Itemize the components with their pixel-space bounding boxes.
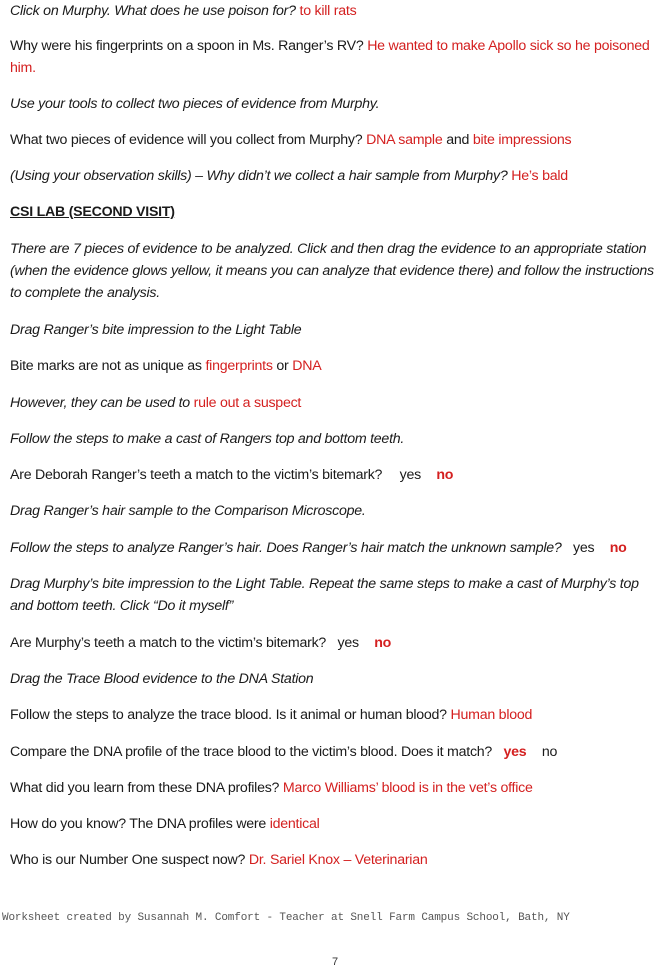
- instruction-text: Drag Ranger’s bite impression to the Light Table: [10, 322, 302, 338]
- answer-text: fingerprints: [205, 358, 273, 374]
- option-no-selected: no: [609, 540, 627, 556]
- instruction-text: Follow the steps to make a cast of Rangers top and bottom teeth.: [10, 431, 405, 447]
- instruction-text: Drag the Trace Blood evidence to the DNA Station: [10, 671, 314, 687]
- question-text: Are Deborah Ranger’s teeth a match to the victim’s bitemark?: [10, 467, 383, 483]
- instruction-paragraph: [10, 573, 662, 617]
- question-line: [10, 849, 662, 871]
- option-yes-selected: yes: [503, 744, 527, 760]
- answer-text: Dr. Sariel Knox – Veterinarian: [248, 852, 428, 868]
- answer-text: bite impressions: [472, 132, 572, 148]
- question-line: [10, 392, 662, 414]
- question-line: [10, 777, 662, 799]
- heading-text: CSI LAB (SECOND VISIT): [10, 204, 175, 220]
- question-line: [10, 741, 662, 763]
- section-heading: [10, 201, 662, 223]
- answer-text: to kill rats: [299, 3, 357, 19]
- question-line: [10, 464, 662, 486]
- option-no: no: [541, 744, 558, 760]
- instruction-text: Drag Ranger’s hair sample to the Comparison Microscope.: [10, 503, 366, 519]
- question-line: [10, 35, 662, 79]
- instruction-line: [10, 93, 662, 115]
- footer-credit: Worksheet created by Susannah M. Comfort - Teacher at Snell Farm Campus School, Bath, NY: [2, 912, 570, 924]
- option-yes: yes: [337, 635, 359, 651]
- question-line: [10, 813, 662, 835]
- instruction-paragraph: [10, 238, 662, 304]
- connector-text: or: [276, 358, 289, 374]
- answer-text: DNA: [292, 358, 322, 374]
- question-text: Why were his fingerprints on a spoon in Ms. Ranger’s RV?: [10, 38, 364, 54]
- question-line: [10, 0, 662, 22]
- question-text: Compare the DNA profile of the trace blood to the victim’s blood. Does it match?: [10, 744, 493, 760]
- answer-text: rule out a suspect: [193, 395, 302, 411]
- question-text: Are Murphy’s teeth a match to the victim’s bitemark?: [10, 635, 327, 651]
- instruction-line: [10, 319, 662, 341]
- option-no-selected: no: [374, 635, 392, 651]
- answer-text: Marco Williams’ blood is in the vet’s office: [282, 780, 533, 796]
- question-text: However, they can be used to: [10, 395, 190, 411]
- question-text: Who is our Number One suspect now?: [10, 852, 246, 868]
- option-yes: yes: [572, 540, 595, 556]
- question-line: [10, 165, 662, 187]
- instruction-line: [10, 500, 662, 522]
- question-text: How do you know? The DNA profiles were: [10, 816, 266, 832]
- page-number: 7: [331, 956, 339, 968]
- question-text: What two pieces of evidence will you collect from Murphy?: [10, 132, 363, 148]
- question-text: Bite marks are not as unique as: [10, 358, 202, 374]
- question-line: [10, 537, 662, 559]
- answer-text: identical: [269, 816, 320, 832]
- connector-text: and: [446, 132, 470, 148]
- question-line: [10, 704, 662, 726]
- question-text: Follow the steps to analyze the trace blood. Is it animal or human blood?: [10, 707, 447, 723]
- instruction-text: Use your tools to collect two pieces of evidence from Murphy.: [10, 96, 380, 112]
- question-text: Follow the steps to analyze Ranger’s hair. Does Ranger’s hair match the unknown sample?: [10, 540, 562, 556]
- question-line: [10, 355, 662, 377]
- answer-text: He’s bald: [511, 168, 568, 184]
- answer-text: Human blood: [450, 707, 533, 723]
- answer-text: He wanted to make Apollo sick so he poisoned him.: [10, 38, 650, 76]
- answer-text: DNA sample: [366, 132, 443, 148]
- instruction-text: There are 7 pieces of evidence to be analyzed. Click and then drag the evidence to an appropriate station (when the evidence glows yellow, it means you can analyze that evidence there) and follow the instructions to complete the analysis.: [10, 241, 654, 301]
- question-text: (Using your observation skills) – Why didn’t we collect a hair sample from Murphy?: [10, 168, 508, 184]
- question-line: [10, 632, 662, 654]
- instruction-text: Drag Murphy’s bite impression to the Light Table. Repeat the same steps to make a cast of Murphy’s top and bottom teeth. Click “Do it myself”: [10, 576, 639, 614]
- question-text: What did you learn from these DNA profiles?: [10, 780, 280, 796]
- question-line: [10, 129, 662, 151]
- question-text: Click on Murphy. What does he use poison for?: [10, 3, 296, 19]
- instruction-line: [10, 668, 662, 690]
- instruction-line: [10, 428, 662, 450]
- option-no-selected: no: [436, 467, 454, 483]
- option-yes: yes: [399, 467, 421, 483]
